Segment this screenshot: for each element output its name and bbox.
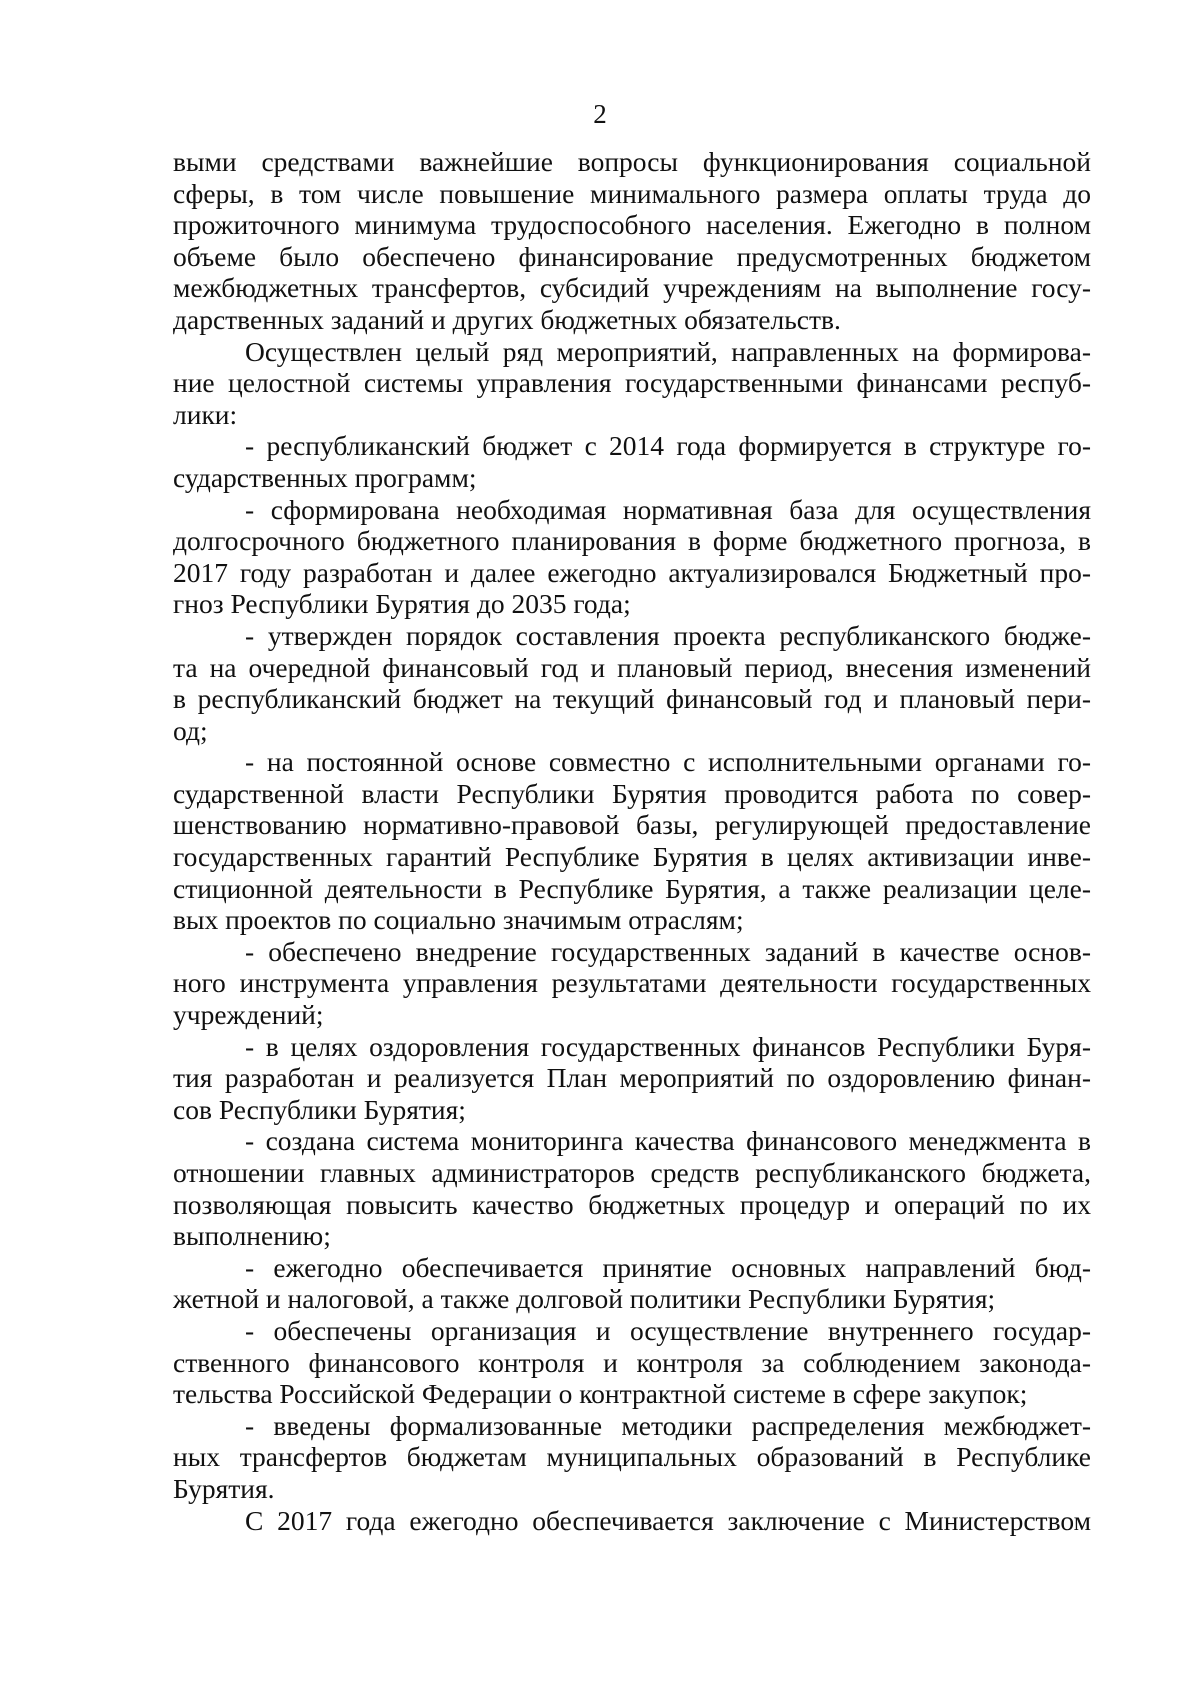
text-line: дарственных заданий и других бюджетных обязательств. [173, 303, 841, 335]
text-line: сударственной власти Республики Бурятия проводится работа по совер- [173, 777, 1091, 809]
text-line: в республиканский бюджет на текущий финансовый год и плановый пери- [173, 683, 1091, 715]
text-line: С 2017 года ежегодно обеспечивается заключение с Министерством [245, 1504, 1091, 1536]
text-line: та на очередной финансовый год и плановый период, внесения изменений [173, 651, 1091, 683]
text-line: од; [173, 714, 208, 746]
text-line: шенствованию нормативно-правовой базы, регулирующей предоставление [173, 809, 1091, 841]
text-line: - обеспечено внедрение государственных заданий в качестве основ- [245, 935, 1091, 967]
text-line: - на постоянной основе совместно с исполнительными органами го- [245, 746, 1091, 778]
text-line: 2017 году разработан и далее ежегодно актуализировался Бюджетный про- [173, 556, 1091, 588]
page-number: 2 [593, 99, 607, 129]
text-line: ственного финансового контроля и контроля за соблюдением законода- [173, 1346, 1091, 1378]
paragraph [173, 1315, 1091, 1410]
text-line: государственных гарантий Республике Бурятия в целях активизации инве- [173, 841, 1091, 873]
text-line: позволяющая повысить качество бюджетных процедур и операций по их [173, 1188, 1091, 1220]
text-line: учреждений; [173, 999, 324, 1031]
text-line: жетной и налоговой, а также долговой политики Республики Бурятия; [173, 1283, 996, 1315]
text-line: - республиканский бюджет с 2014 года формируется в структуре го- [245, 430, 1091, 462]
text-line: выполнению; [173, 1220, 331, 1252]
text-line: ного инструмента управления результатами деятельности государственных [173, 967, 1091, 999]
document-body [173, 146, 1091, 1536]
paragraph [173, 1125, 1091, 1251]
paragraph [173, 336, 1091, 431]
paragraph [173, 430, 1091, 493]
paragraph [173, 1505, 1091, 1537]
text-line: - создана система мониторинга качества финансового менеджмента в [245, 1125, 1091, 1157]
text-line: отношении главных администраторов средств республиканского бюджета, [173, 1157, 1091, 1188]
text-line: сударственных программ; [173, 461, 477, 493]
paragraph [173, 1410, 1091, 1505]
text-line: лики: [173, 398, 238, 430]
text-line: сов Республики Бурятия; [173, 1093, 466, 1125]
text-line: - утвержден порядок составления проекта республиканского бюдже- [245, 619, 1091, 651]
text-line: объеме было обеспечено финансирование предусмотренных бюджетом [173, 240, 1091, 272]
text-line: прожиточного минимума трудоспособного населения. Ежегодно в полном [173, 209, 1091, 241]
text-line: ние целостной системы управления государственными финансами респуб- [173, 367, 1091, 399]
text-line: тельства Российской Федерации о контрактной системе в сфере закупок; [173, 1378, 1028, 1410]
paragraph [173, 1252, 1091, 1315]
text-line: стиционной деятельности в Республике Бурятия, а также реализации целе- [173, 872, 1091, 904]
paragraph [173, 146, 1091, 336]
text-line: - введены формализованные методики распределения межбюджет- [245, 1409, 1091, 1441]
paragraph [173, 620, 1091, 746]
text-line: Бурятия. [173, 1472, 275, 1504]
paragraph [173, 1031, 1091, 1126]
text-line: ных трансфертов бюджетам муниципальных образований в Республике [173, 1441, 1091, 1473]
text-line: сферы, в том числе повышение минимального размера оплаты труда до [173, 177, 1091, 209]
paragraph [173, 936, 1091, 1031]
text-line: гноз Республики Бурятия до 2035 года; [173, 588, 631, 620]
text-line: - ежегодно обеспечивается принятие основных направлений бюд- [245, 1251, 1091, 1283]
text-line: - сформирована необходимая нормативная база для осуществления [245, 493, 1091, 525]
text-line: вых проектов по социально значимым отраслям; [173, 904, 744, 936]
paragraph [173, 494, 1091, 620]
text-line: тия разработан и реализуется План мероприятий по оздоровлению финан- [173, 1062, 1091, 1094]
paragraph [173, 746, 1091, 936]
text-line: Осуществлен целый ряд мероприятий, направленных на формирова- [245, 335, 1091, 367]
text-line: долгосрочного бюджетного планирования в форме бюджетного прогноза, в [173, 525, 1091, 557]
text-line: выми средствами важнейшие вопросы функционирования социальной [173, 146, 1091, 177]
text-line: - в целях оздоровления государственных финансов Республики Буря- [245, 1030, 1091, 1062]
text-line: - обеспечены организация и осуществление внутреннего государ- [245, 1314, 1091, 1346]
text-line: межбюджетных трансфертов, субсидий учреждениям на выполнение госу- [173, 272, 1091, 304]
